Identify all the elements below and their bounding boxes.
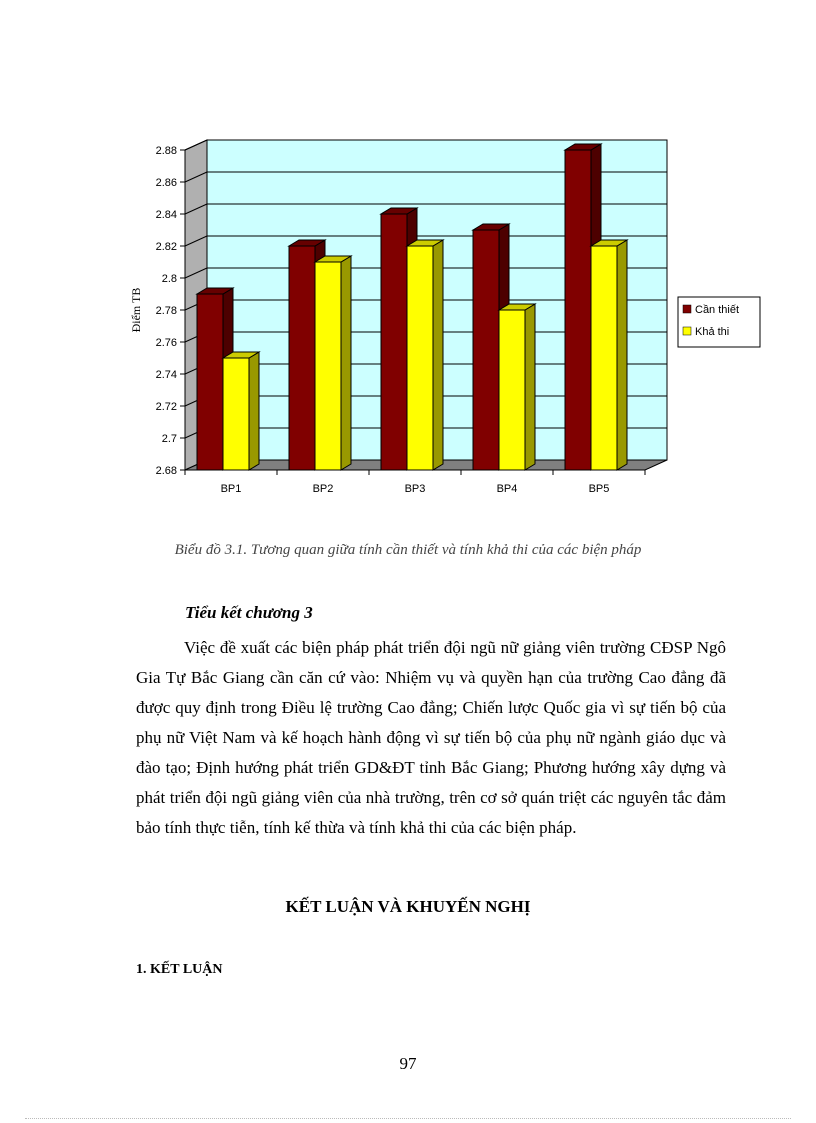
y-tick-label: 2.88 [155, 145, 177, 157]
y-tick-label: 2.76 [155, 337, 177, 349]
conclusion-title: KẾT LUẬN VÀ KHUYẾN NGHỊ [285, 897, 531, 916]
figure-caption: Biểu đồ 3.1. Tương quan giữa tính cần thiết và tính khả thi của các biện pháp [174, 542, 642, 558]
chapter-summary-heading: Tiểu kết chương 3 [185, 603, 313, 622]
summary-paragraph: Việc đề xuất các biện pháp phát triển đội ngũ nữ giảng viên trường CĐSP Ngô Gia Tự Bắc Giang cần căn cứ vào: Nhiệm vụ và quyền hạn của trường Cao đẳng đã được quy định trong Điều lệ trường Cao đẳng; Chiến lược Quốc gia vì sự tiến bộ của phụ nữ Việt Nam và kế hoạch hành động vì sự tiến bộ của phụ nữ ngành giáo dục và đào tạo; Định hướng phát triển GD&ĐT tỉnh Bắc Giang; Phương hướng xây dựng và phát triển đội ngũ giảng viên của nhà trường, trên cơ sở quán triệt các nguyên tắc đảm bảo tính thực tiễn, tính kế thừa và tính khả thi của các biện pháp. [136, 638, 726, 837]
legend-label-can-thiet: Cần thiết [695, 304, 740, 316]
y-tick-label: 2.82 [155, 241, 177, 253]
y-tick-labels [156, 145, 185, 477]
y-axis-label: Điểm TB [129, 287, 143, 333]
y-tick-label: 2.78 [155, 305, 177, 317]
x-tick-label: BP3 [404, 483, 426, 495]
y-tick-label: 2.84 [155, 209, 177, 221]
y-tick-label: 2.72 [155, 401, 177, 413]
x-tick-label: BP4 [496, 483, 518, 495]
bar-bp1-kha-thi [223, 352, 259, 470]
x-tick-label: BP1 [220, 483, 242, 495]
x-tick-label: BP2 [312, 483, 334, 495]
legend [678, 297, 760, 347]
legend-label-kha-thi: Khả thi [695, 326, 730, 338]
bar-bp4-kha-thi [499, 304, 535, 470]
page-bottom-border [25, 1118, 791, 1119]
y-tick-label: 2.8 [161, 273, 177, 285]
bar-bp3-kha-thi [407, 240, 443, 470]
page-number: 97 [399, 1054, 417, 1073]
legend-swatch-kha-thi [683, 327, 691, 335]
x-tick-label: BP5 [588, 483, 610, 495]
y-tick-label: 2.74 [155, 369, 177, 381]
section-heading: 1. KẾT LUẬN [136, 962, 223, 977]
y-tick-label: 2.7 [161, 433, 177, 445]
y-tick-label: 2.86 [155, 177, 177, 189]
bar-chart [110, 125, 770, 510]
y-tick-label: 2.68 [155, 465, 177, 477]
bar-bp5-kha-thi [591, 240, 627, 470]
legend-swatch-can-thiet [683, 305, 691, 313]
bar-bp2-kha-thi [315, 256, 351, 470]
